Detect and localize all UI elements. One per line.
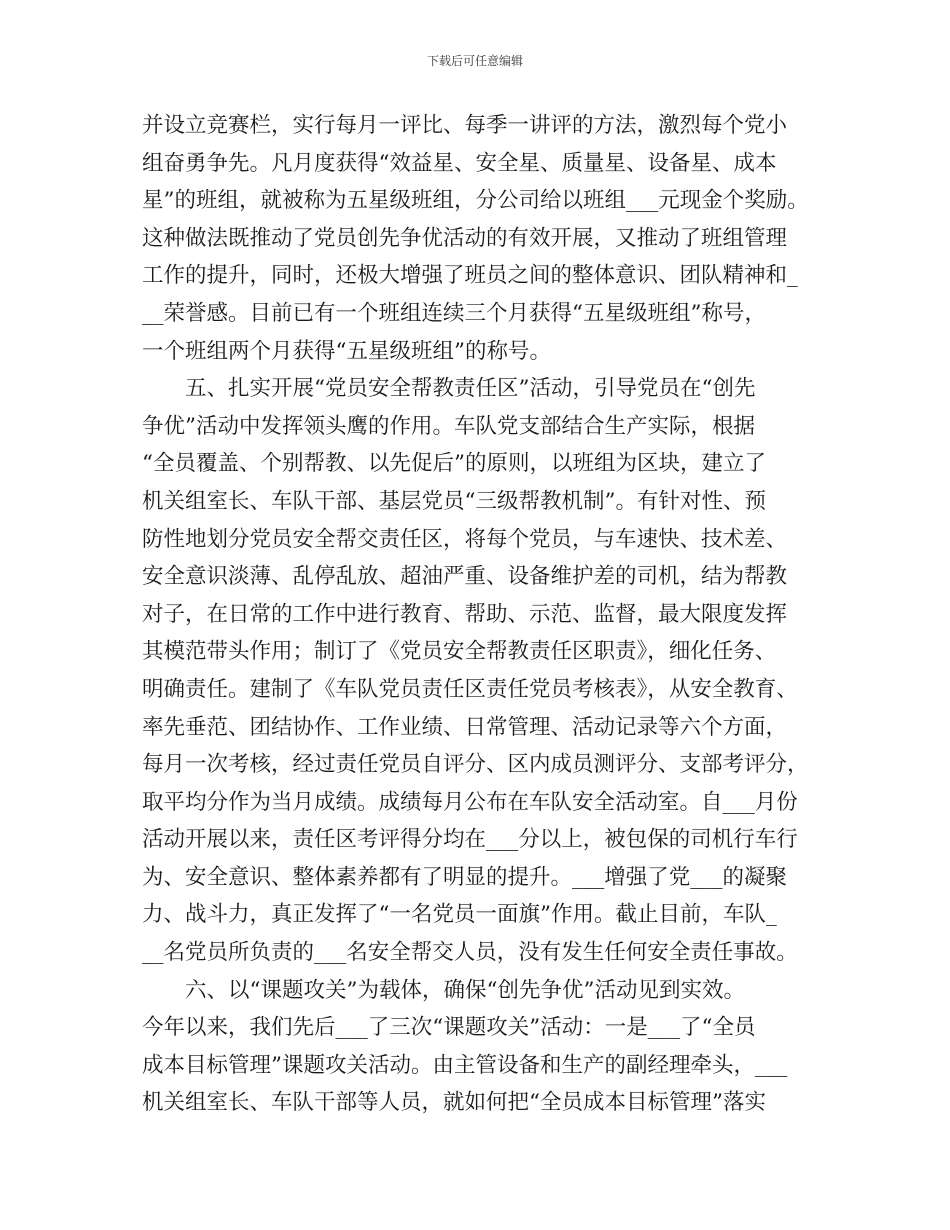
text-line: 率先垂范、团结协作、工作业绩、日常管理、活动记录等六个方面， xyxy=(142,714,788,740)
text-line: 六、以“课题攻关”为载体，确保“创先争优”活动见到实效。 xyxy=(142,977,745,1003)
text-line: 其模范带头作用；制订了《党员安全帮教责任区职责》，细化任务、 xyxy=(142,639,777,665)
text-line: 机关组室长、车队干部等人员，就如何把“全员成本目标管理”落实 xyxy=(142,1090,766,1116)
text-line: 活动开展以来，责任区考评得分均在___分以上，被包保的司机行车行 xyxy=(142,827,798,853)
text-line: 工作的提升，同时，还极大增强了班员之间的整体意识、团队精神和_ xyxy=(142,263,798,289)
text-line: 力、战斗力，真正发挥了“一名党员一面旗”作用。截止目前，车队_ xyxy=(142,902,777,928)
text-line: 取平均分作为当月成绩。成绩每月公布在车队安全活动室。自___月份 xyxy=(142,789,798,815)
text-line: 这种做法既推动了党员创先争优活动的有效开展，又推动了班组管理 xyxy=(142,225,788,251)
text-line: “全员覆盖、个别帮教、以先促后”的原则，以班组为区块，建立了 xyxy=(142,451,766,477)
text-line: 成本目标管理”课题攻关活动。由主管设备和生产的副经理牵头，___ xyxy=(142,1052,788,1078)
page-header: 下载后可任意编辑 xyxy=(426,54,523,68)
text-line: 为、安全意识、整体素养都有了明显的提升。___增强了党___的凝聚 xyxy=(142,864,788,890)
text-line: 每月一次考核，经过责任党员自评分、区内成员测评分、支部考评分， xyxy=(142,752,809,778)
text-line: 防性地划分党员安全帮交责任区，将每个党员，与车速快、技术差、 xyxy=(142,526,788,552)
text-line: 安全意识淡薄、乱停乱放、超油严重、设备维护差的司机，结为帮教 xyxy=(142,564,788,590)
text-line: 一个班组两个月获得“五星级班组”的称号。 xyxy=(142,338,551,364)
text-line: 明确责任。建制了《车队党员责任区责任党员考核表》，从安全教育、 xyxy=(142,676,798,702)
document-body xyxy=(142,107,822,1122)
text-line: 星”的班组，就被称为五星级班组，分公司给以班组___元现金个奖励。 xyxy=(142,188,809,214)
text-line: 对子，在日常的工作中进行教育、帮助、示范、监督，最大限度发挥 xyxy=(142,601,788,627)
text-line: 今年以来，我们先后___了三次“课题攻关”活动：一是___了“全员 xyxy=(142,1015,756,1041)
text-line: __荣誉感。目前已有一个班组连续三个月获得“五星级班组”称号， xyxy=(142,300,766,326)
text-line: 组奋勇争先。凡月度获得“效益星、安全星、质量星、设备星、成本 xyxy=(142,150,777,176)
text-line: 机关组室长、车队干部、基层党员“三级帮教机制”。有针对性、预 xyxy=(142,488,766,514)
text-line: 争优”活动中发挥领头鹰的作用。车队党支部结合生产实际，根据 xyxy=(142,413,755,439)
text-line: 五、扎实开展“党员安全帮教责任区”活动，引导党员在“创先 xyxy=(142,376,756,402)
text-line: __名党员所负责的___名安全帮交人员，没有发生任何安全责任事故。 xyxy=(142,940,798,966)
text-line: 并设立竞赛栏，实行每月一评比、每季一讲评的方法，激烈每个党小 xyxy=(142,113,788,138)
